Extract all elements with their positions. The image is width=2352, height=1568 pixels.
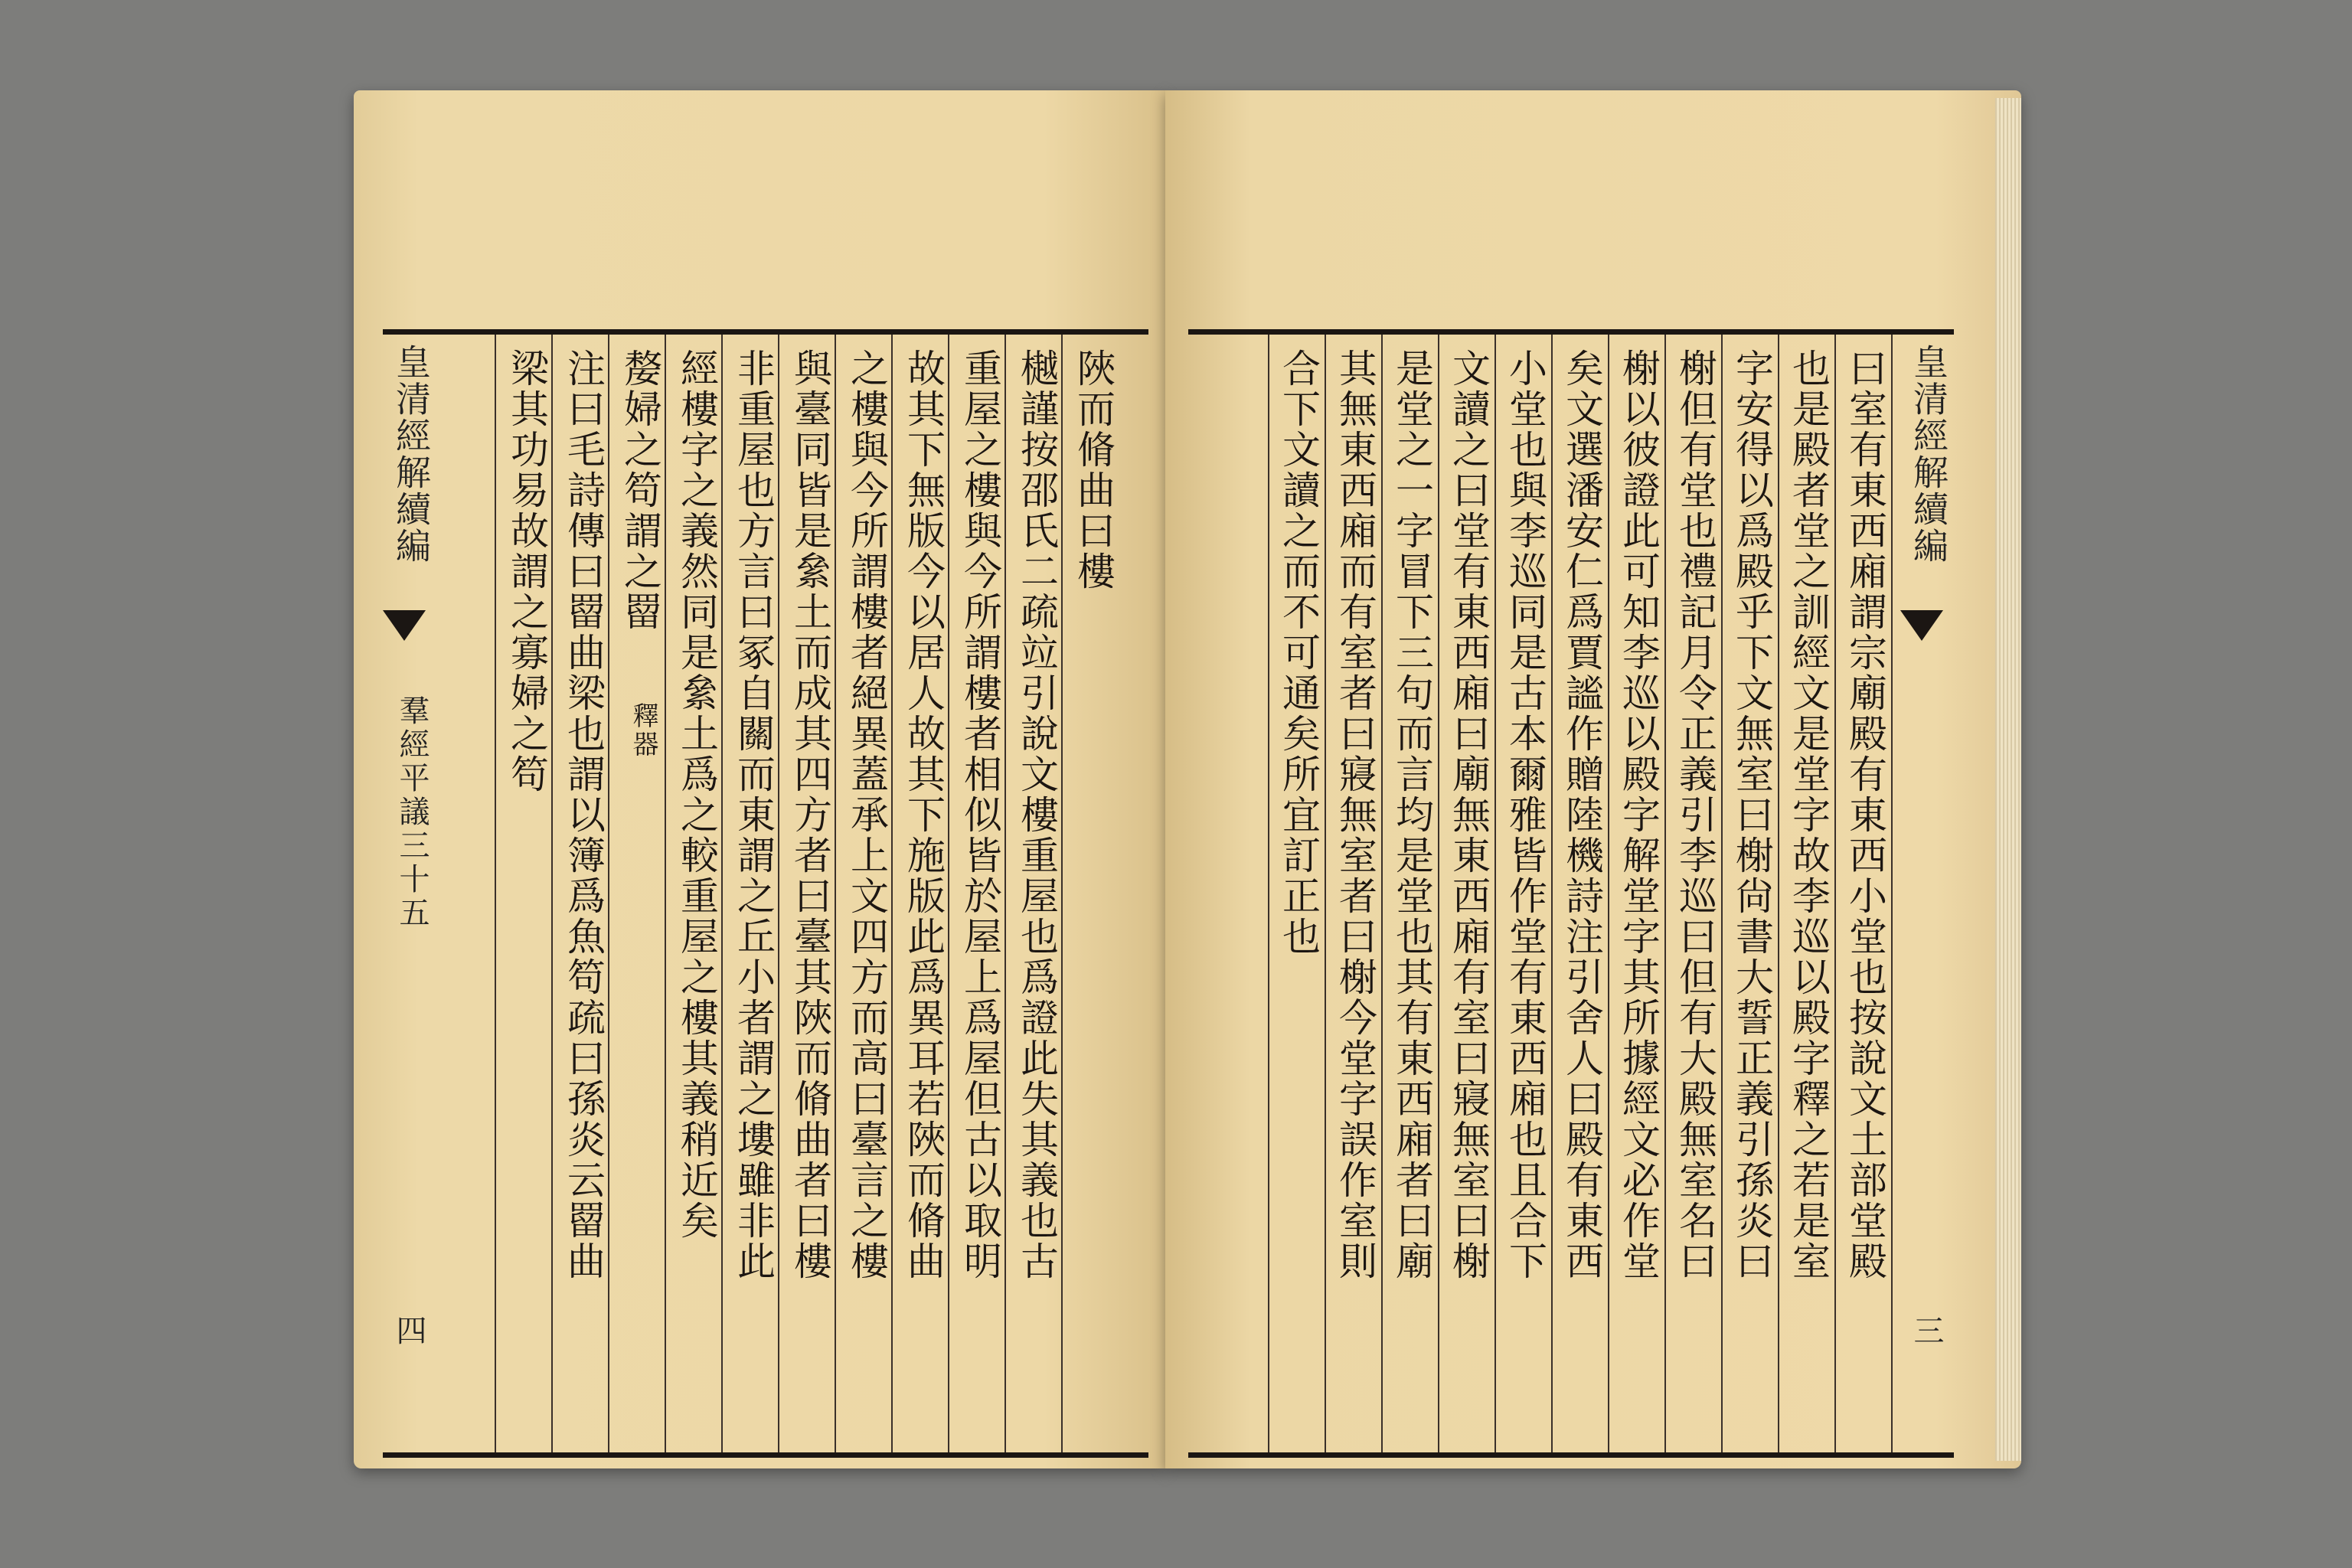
column-rule [1004, 335, 1006, 1452]
column-rule [778, 335, 779, 1452]
column-rule [1268, 335, 1269, 1452]
text-column: 非重屋也方言曰冢自關而東謂之丘小者謂之塿雖非此 [731, 348, 776, 1282]
column-rule [495, 335, 496, 1452]
column-rule [948, 335, 949, 1452]
column-rule [665, 335, 666, 1452]
text-column: 梁其功易故謂之寡婦之笱 [505, 348, 549, 795]
column-rule [891, 335, 893, 1452]
column-rule [551, 335, 553, 1452]
left-page-frame [383, 329, 1148, 1458]
column-rule [1494, 335, 1496, 1452]
right-page [1165, 90, 2021, 1468]
left-page [354, 90, 1165, 1468]
open-book [354, 90, 2021, 1484]
text-column: 文讀之曰堂有東西廂曰廟無東西廂有室曰寢無室曰榭 [1446, 348, 1491, 1282]
column-rule [835, 335, 836, 1452]
text-column: 也是殿者堂之訓經文是堂字故李巡以殿字釋之若是室 [1786, 348, 1831, 1282]
right-page-frame [1188, 329, 1954, 1458]
text-column: 字安得以爲殿乎下文無室曰榭尙書大誓正義引孫炎曰 [1730, 348, 1774, 1282]
column-rule [1325, 335, 1326, 1452]
column-rule [1721, 335, 1723, 1452]
column-rule [1664, 335, 1666, 1452]
column-rule [608, 335, 609, 1452]
section-note: 釋器 [628, 702, 658, 759]
column-rule [1834, 335, 1836, 1452]
column-rule [721, 335, 723, 1452]
column-rule [1891, 335, 1893, 1452]
page-edges [1995, 98, 2021, 1461]
text-column: 經樓字之義然同是絫土爲之較重屋之樓其義稍近矣 [675, 348, 719, 1241]
page-number: 三 [1909, 1315, 1944, 1345]
column-rule [1608, 335, 1609, 1452]
text-column: 嫠婦之笱謂之罶 [618, 348, 662, 632]
text-column: 小堂也與李巡同是古本爾雅皆作堂有東西廂也且合下 [1503, 348, 1547, 1282]
fish-tail-mark [1900, 610, 1943, 641]
text-column: 是堂之一字冒下三句而言均是堂也其有東西廂者曰廟 [1390, 348, 1434, 1282]
text-column: 陜而脩曲曰樓 [1071, 348, 1116, 592]
text-column: 之樓與今所謂樓者絕異蓋承上文四方而高曰臺言之樓 [844, 348, 889, 1282]
fish-tail-mark [383, 610, 426, 641]
column-rule [1438, 335, 1439, 1452]
page-number: 四 [391, 1315, 426, 1345]
text-column: 注曰毛詩傳曰罶曲梁也謂以簿爲魚笱疏曰孫炎云罶曲 [561, 348, 606, 1282]
text-column: 其無東西廂而有室者曰寢無室者曰榭今堂字誤作室則 [1333, 348, 1377, 1282]
text-column: 與臺同皆是絫土而成其四方者曰臺其陜而脩曲者曰樓 [788, 348, 832, 1282]
right-page-gutter [1900, 335, 1954, 1452]
text-column: 樾謹按邵氏二疏竝引說文樓重屋也爲證此失其義也古 [1014, 348, 1059, 1282]
text-column: 榭但有堂也禮記月令正義引李巡曰但有大殿無室名曰 [1673, 348, 1717, 1282]
text-column: 曰室有東西廂謂宗廟殿有東西小堂也按說文土部堂殿 [1843, 348, 1887, 1282]
text-column: 榭以彼證此可知李巡以殿字解堂字其所據經文必作堂 [1616, 348, 1661, 1282]
book-title: 皇清經解續編 [390, 344, 432, 564]
chapter-title: 羣經平議三十五 [394, 694, 430, 930]
left-page-gutter [383, 335, 436, 1452]
column-rule [1061, 335, 1063, 1452]
book-title: 皇清經解續編 [1908, 344, 1949, 564]
text-column: 合下文讀之而不可通矣所宜訂正也 [1276, 348, 1321, 957]
text-column: 重屋之樓與今所謂樓者相似皆於屋上爲屋但古以取明 [958, 348, 1002, 1282]
column-rule [1778, 335, 1779, 1452]
column-rule [1551, 335, 1553, 1452]
text-column: 故其下無版今以居人故其下施版此爲異耳若陜而脩曲 [901, 348, 946, 1282]
text-column: 矣文選潘安仁爲賈謐作贈陸機詩注引舍人曰殿有東西 [1560, 348, 1604, 1282]
column-rule [1381, 335, 1383, 1452]
